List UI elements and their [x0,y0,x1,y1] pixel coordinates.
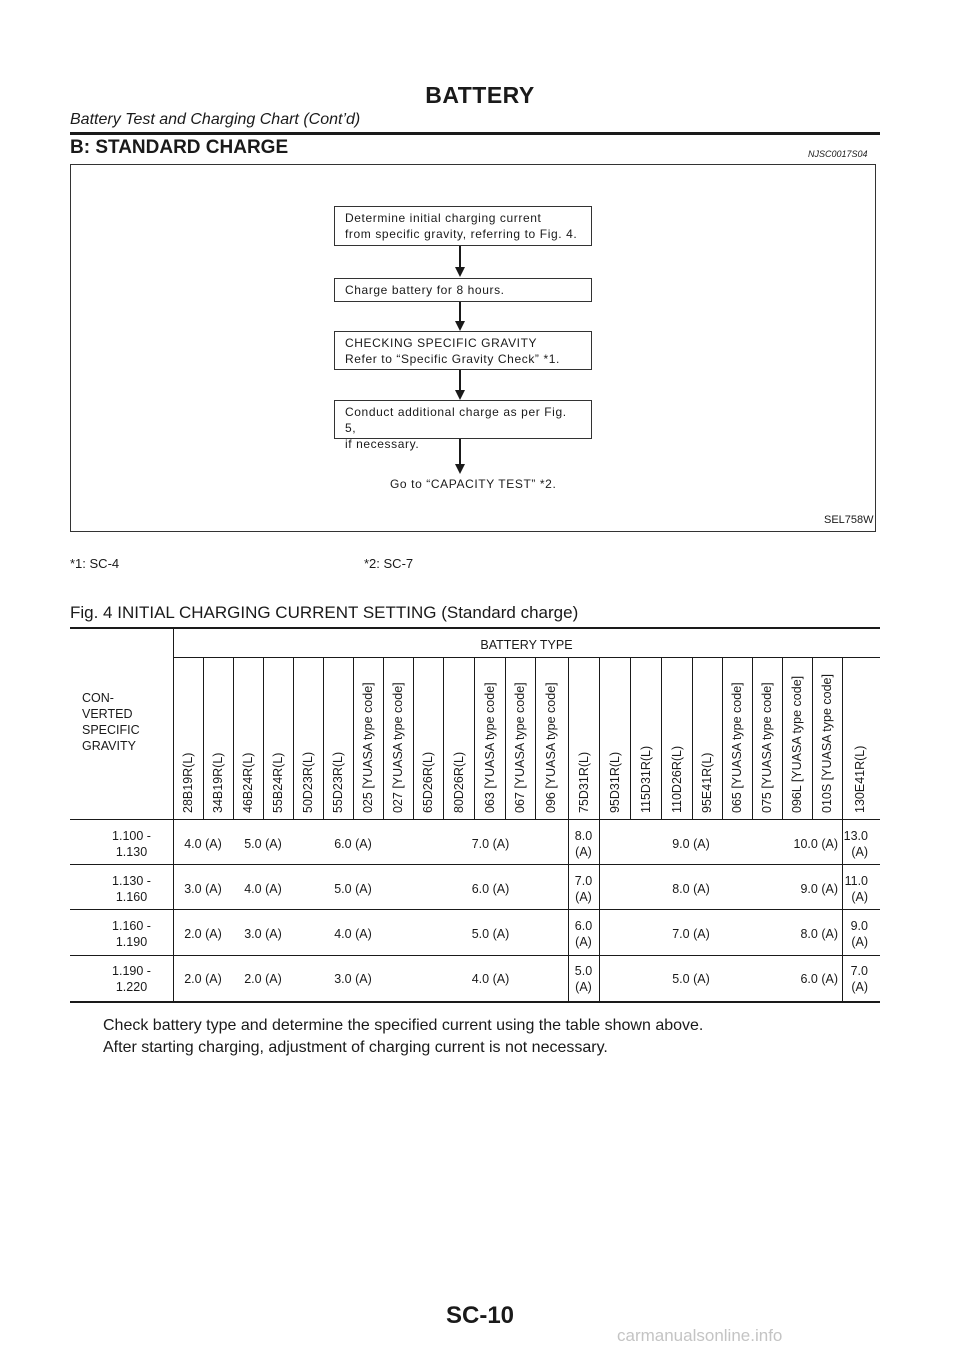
current-value: 13.0 (A) [843,829,868,859]
battery-type-label: 065 [YUASA type code] [730,682,744,813]
current-value: 10.0 (A) [793,837,838,851]
current-value: 4.0 (A) [184,837,222,851]
page-title: BATTERY [425,82,535,108]
gravity-range: 1.190 - 1.220 [112,964,151,994]
group-header-rule [173,657,880,658]
current-value: 9.0 (A) [850,919,868,949]
watermark: carmanualsonline.info [617,1326,783,1345]
section-code: NJSC0017S04 [808,149,868,159]
flow-step-1: Determine initial charging current from specific gravity, referring to Fig. 4. [334,206,592,246]
header-divider [353,657,354,819]
row-rule [70,955,880,956]
header-divider [692,657,693,819]
current-value: 5.0 (A) [672,972,710,986]
flow-step-3: CHECKING SPECIFIC GRAVITY Refer to “Specific Gravity Check” *1. [334,331,592,370]
converted-gravity-header: CON- VERTED SPECIFIC GRAVITY [82,691,140,753]
current-value: 8.0 (A) [800,927,838,941]
current-value: 5.0 (A) [574,964,593,994]
gravity-range: 1.130 - 1.160 [112,874,151,904]
header-divider [293,657,294,819]
battery-type-label: 027 [YUASA type code] [391,682,405,813]
current-value: 8.0 (A) [574,829,593,859]
current-value: 3.0 (A) [184,882,222,896]
header-divider [474,657,475,819]
flow-end-step: Go to “CAPACITY TEST” *2. [390,477,557,491]
table-note-1: Check battery type and determine the specified current using the table shown above. [103,1017,704,1034]
current-value: 4.0 (A) [244,882,282,896]
current-value: 3.0 (A) [244,927,282,941]
current-value: 6.0 (A) [471,882,510,896]
header-divider [70,132,880,135]
battery-type-label: 115D31R(L) [639,745,653,813]
current-value: 9.0 (A) [800,882,838,896]
current-value: 2.0 (A) [184,972,222,986]
header-divider [812,657,813,819]
battery-type-label: 95E41R(L) [700,752,714,813]
header-divider [413,657,414,819]
header-divider [661,657,662,819]
battery-type-label: 55D23R(L) [331,751,345,813]
header-divider [630,657,631,819]
header-divider [568,657,569,819]
footnote-2: *2: SC-7 [364,556,414,571]
header-divider [599,657,600,819]
table-note-2: After starting charging, adjustment of charging current is not necessary. [103,1039,608,1056]
current-value: 9.0 (A) [672,837,710,851]
battery-type-label: 096L [YUASA type code] [790,675,804,813]
flow-step-2: Charge battery for 8 hours. [334,278,592,302]
battery-type-label: 010S [YUASA type code] [820,674,834,813]
header-divider [505,657,506,819]
flow-arrow-3 [454,370,466,401]
battery-type-label: 110D26R(L) [670,745,684,813]
header-divider [383,657,384,819]
current-value: 5.0 (A) [471,927,510,941]
header-divider [263,657,264,819]
header-divider [752,657,753,819]
current-value: 5.0 (A) [334,882,372,896]
header-divider [203,657,204,819]
header-bottom-rule [70,819,880,820]
current-value: 7.0 (A) [471,837,510,851]
battery-type-label: 130E41R(L) [853,745,867,813]
gravity-range: 1.160 - 1.190 [112,919,151,949]
header-divider [233,657,234,819]
header-divider [782,657,783,819]
flow-step-4: Conduct additional charge as per Fig. 5, if necessary. [334,400,592,439]
current-value: 5.0 (A) [244,837,282,851]
flow-arrow-1 [454,246,466,278]
battery-type-label: 46B24R(L) [241,752,255,813]
figure-code: SEL758W [824,514,874,526]
current-value: 6.0 (A) [800,972,838,986]
flow-arrow-2 [454,302,466,332]
battery-type-label: 067 [YUASA type code] [513,682,527,813]
battery-type-label: 075 [YUASA type code] [760,682,774,813]
current-value: 2.0 (A) [184,927,222,941]
battery-type-label: 75D31R(L) [577,751,591,813]
gravity-range: 1.100 - 1.130 [112,829,151,859]
battery-type-label: 34B19R(L) [211,752,225,813]
current-value: 6.0 (A) [574,919,593,949]
current-value: 4.0 (A) [471,972,510,986]
page-number: SC-10 [445,1302,515,1329]
battery-type-label: 65D26R(L) [421,751,435,813]
row-rule [70,909,880,910]
current-value: 7.0 (A) [574,874,593,904]
row-rule [70,864,880,865]
battery-type-label: 95D31R(L) [608,751,622,813]
current-value: 6.0 (A) [334,837,372,851]
current-value: 11.0 (A) [844,874,868,904]
section-title: B: STANDARD CHARGE [70,137,289,158]
header-divider [535,657,536,819]
current-value: 4.0 (A) [334,927,372,941]
battery-type-label: 063 [YUASA type code] [483,682,497,813]
current-value: 3.0 (A) [334,972,372,986]
page-subtitle: Battery Test and Charging Chart (Cont’d) [70,111,361,128]
battery-type-label: 80D26R(L) [452,751,466,813]
battery-type-header: BATTERY TYPE [480,638,573,652]
header-divider [842,657,843,819]
battery-type-label: 025 [YUASA type code] [361,682,375,813]
current-value: 2.0 (A) [244,972,282,986]
table-title: Fig. 4 INITIAL CHARGING CURRENT SETTING (Standard charge) [70,603,579,622]
current-value: 7.0 (A) [672,927,710,941]
battery-type-label: 50D23R(L) [301,751,315,813]
battery-type-label: 55B24R(L) [271,752,285,813]
current-value: 7.0 (A) [850,964,868,994]
table-top-rule [70,627,880,629]
battery-type-label: 28B19R(L) [181,752,195,813]
current-value: 8.0 (A) [672,882,710,896]
flow-arrow-4 [454,439,466,475]
header-divider [323,657,324,819]
table-bottom-rule [70,1001,880,1003]
header-divider [722,657,723,819]
battery-type-label: 096 [YUASA type code] [544,682,558,813]
header-divider [443,657,444,819]
footnote-1: *1: SC-4 [70,556,120,571]
